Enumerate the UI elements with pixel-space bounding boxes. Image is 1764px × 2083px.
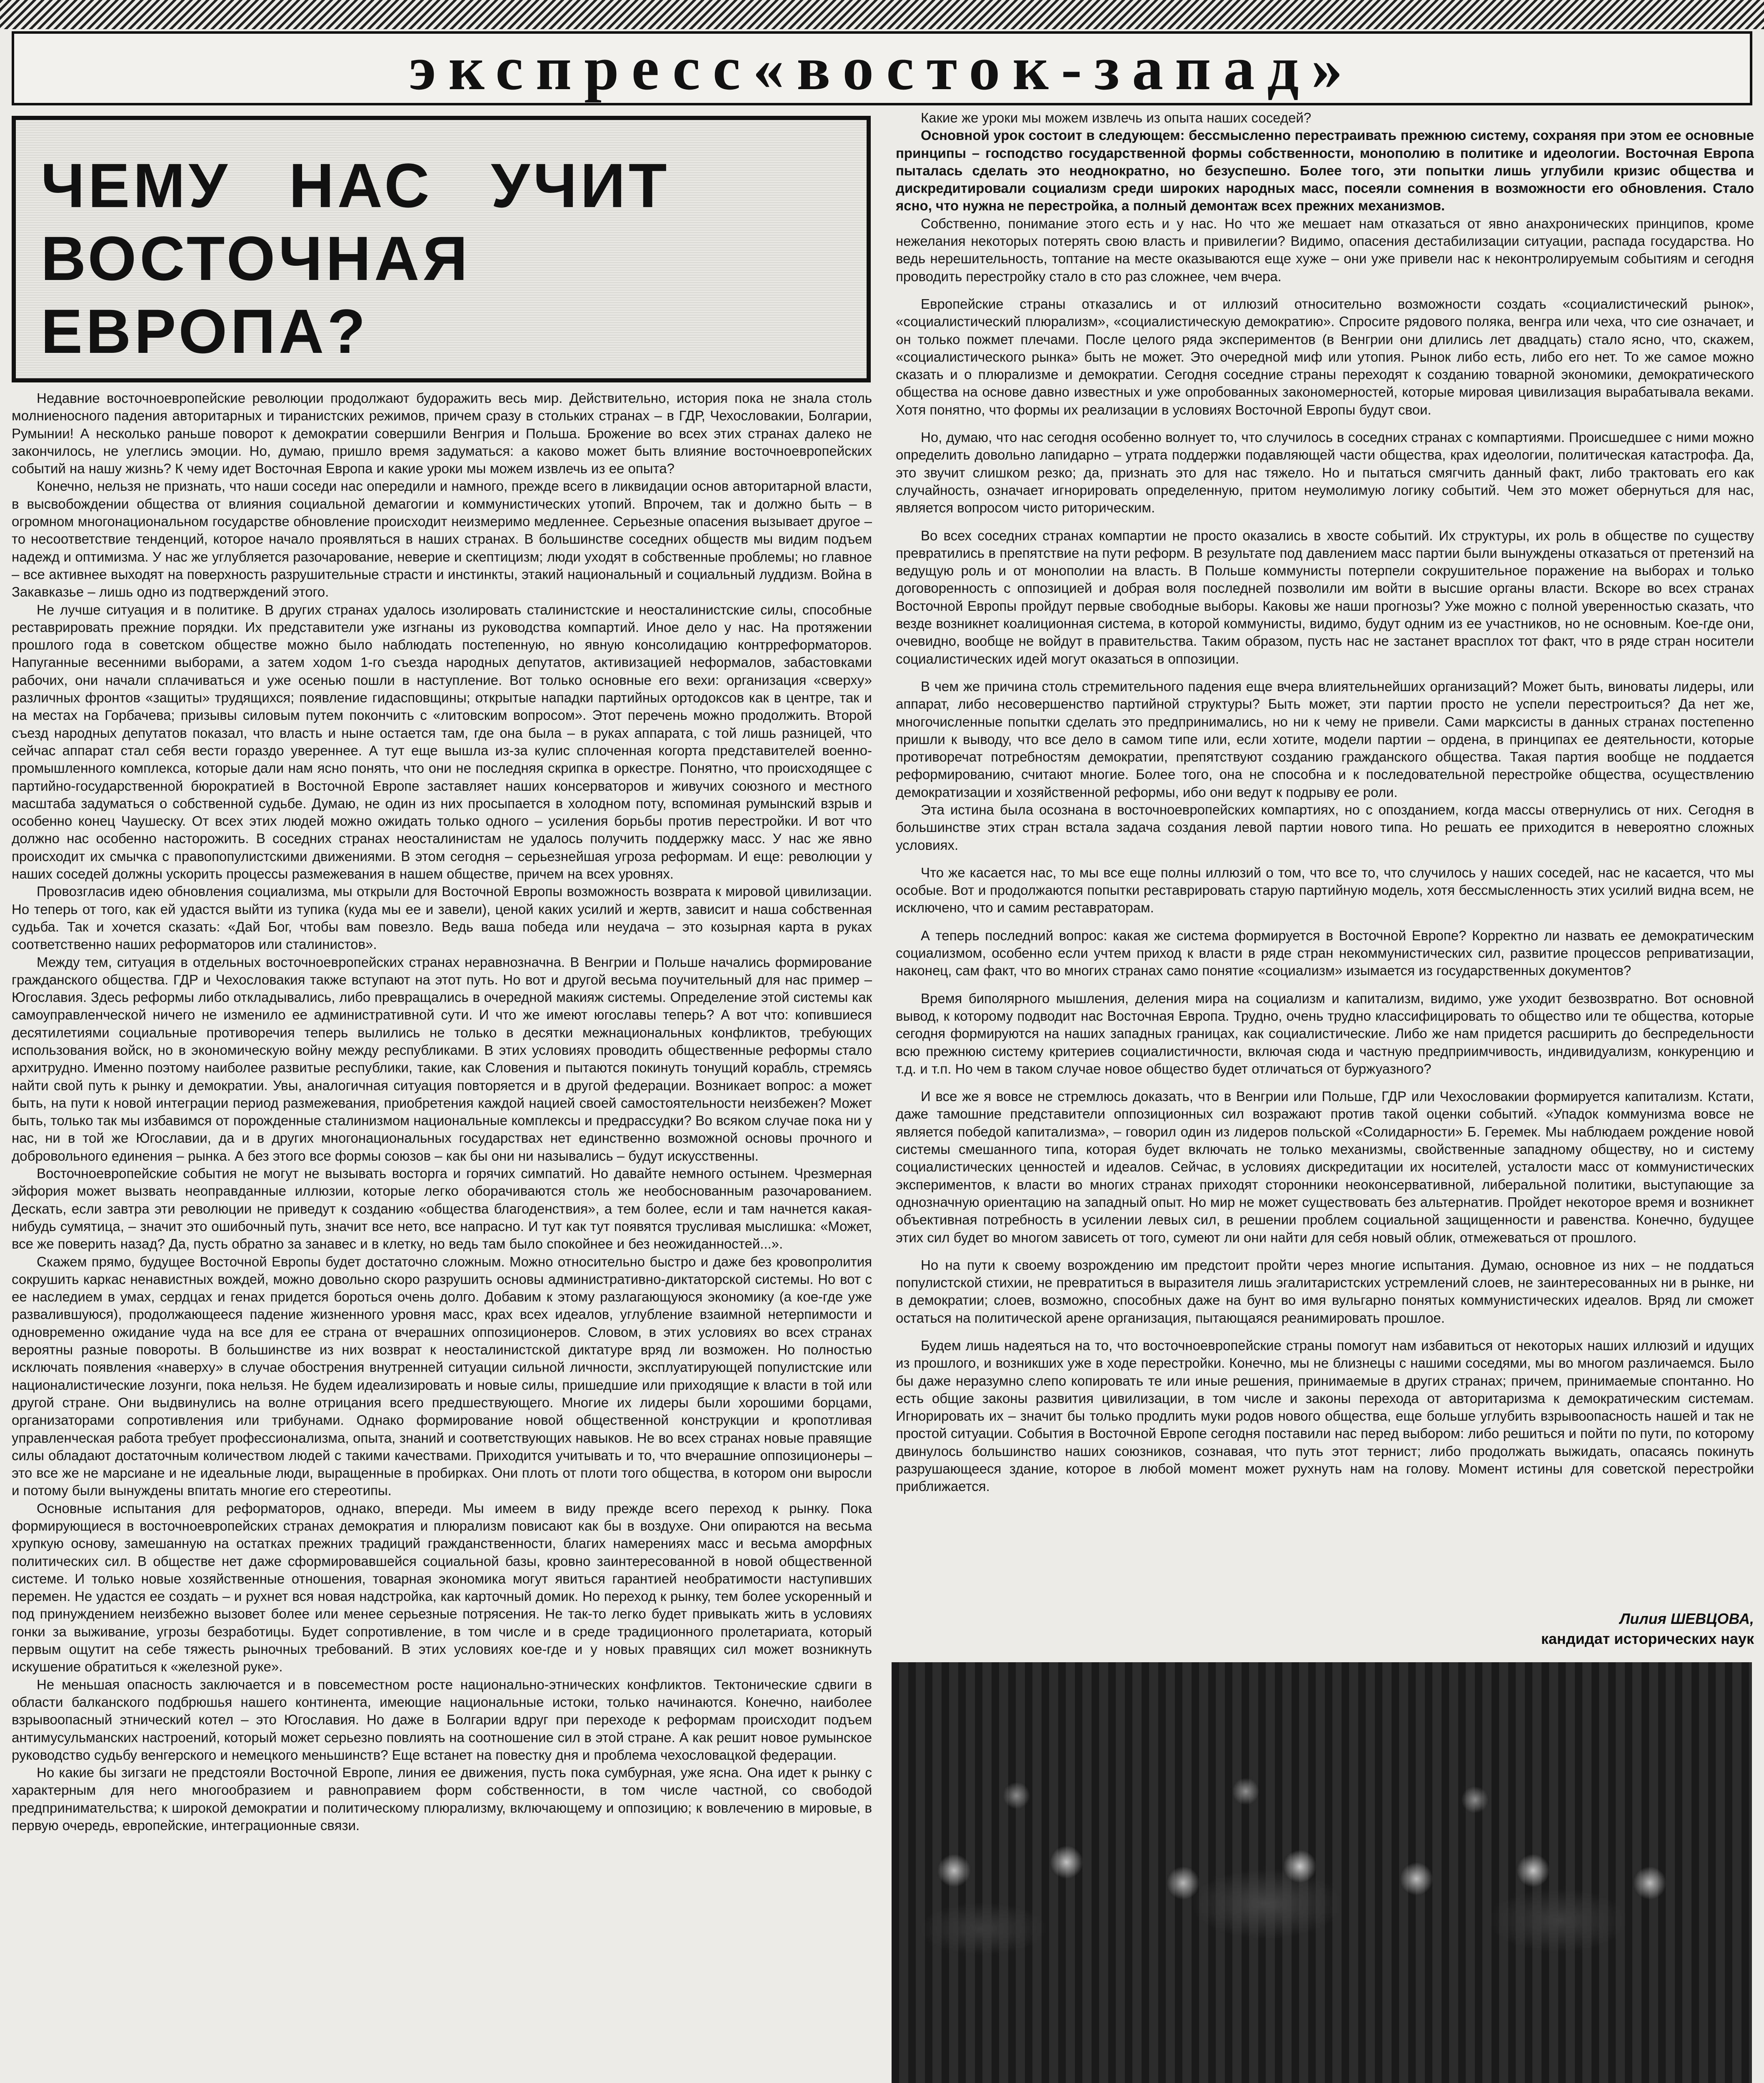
right-paragraph: Собственно, понимание этого есть и у нас. Но что же мешает нам отказаться от явно анахронических принципов, кроме нежелания некоторых потерять свою власть и привилегии? Видимо, опасения дестабилизации ситуации, распада государства. Но ведь нерешительность, топтание на месте оказываются еще хуже – они уже привели нас к неконтролируемым событиям и сегодня проводить перестройку стало в сто раз сложнее, чем вчера. bbox=[896, 215, 1754, 284]
left-paragraph: Недавние восточноевропейские революции продолжают будоражить весь мир. Действительно, история пока не знала столь молниеносного падения авторитарных и тиранистских режимов, причем сразу в стольких странах – в ГДР, Чехословакии, Болгарии, Румынии! А несколько раньше поворот к демократии совершили Венгрия и Польша. Брожение во всех этих странах далеко не закончилось, не улеглись эмоции. Но, думаю, пришло время задуматься: а каково может быть влияние восточноевропейских событий на нашу жизнь? К чему идет Восточная Европа и какие уроки мы можем извлечь из ее опыта? bbox=[12, 390, 872, 477]
right-paragraph: Эта истина была осознана в восточноевропейских компартиях, но с опозданием, когда массы отвернулись от них. Сегодня в большинстве этих стран встала задача создания левой партии нового типа. Но решать ее приходится в невероятно сложных условиях. bbox=[896, 802, 1754, 853]
tribune-photo bbox=[892, 1662, 1752, 2083]
section-banner bbox=[12, 31, 1752, 105]
crowd-figures bbox=[892, 1746, 1752, 2037]
article-title-line-2: ВОСТОЧНАЯ ЕВРОПА? bbox=[41, 223, 471, 366]
left-paragraph: Но какие бы зигзаги не предстояли Восточной Европе, линия ее движения, пусть пока сумбурная, уже ясна. Она идет к рынку с характерным для него многообразием и равноправием форм собственности, в том числе частной, со свободой предпринимательства; к широкой демократии и политическому плюрализму, включающему и оппозицию; к вовлечению в мировые, в первую очередь, европейские, интеграционные связи. bbox=[12, 1765, 872, 1833]
left-paragraph: Не лучше ситуация и в политике. В других странах удалось изолировать сталинистские и неосталинистские силы, способные реставрировать прежние порядки. Их представители уже изгнаны из руководства компартий. Иное дело у нас. На протяжении прошлого года в советском обществе можно было наблюдать постепенную, но явную консолидацию контрреформаторов. Напуганные весенними выборами, а затем ходом 1-го съезда народных депутатов, активизацией неформалов, забастовками рабочих, они начали сплачиваться и уже осенью пошли в наступление. Вот только основные его вехи: организация «сверху» различных фронтов «защиты» трудящихся; появление гидасповщины; открытые нападки партийных ортодоксов как в центре, так и на местах на Горбачева; призывы силовым путем покончить с «литовским вопросом». Этот перечень можно продолжить. Второй съезд народных депутатов показал, что власть и ныне остается там, где она была – в руках аппарата, с той лишь разницей, что сейчас аппарат стал себя вести гораздо увереннее. А тут еще вышла из-за кулис сплоченная когорта представителей военно-промышленного комплекса, которые дали нам ясно понять, что они не последняя скрипка в оркестре. Понятно, что происходящее с партийно-государственной бюрократией в Восточной Европе заставляет наших консерваторов и живучих союзного и местного масштаба задуматься о собственной судьбе. Думаю, не один из них просыпается в холодном поту, вспоминая румынский взрыв и особенно конец Чаушеску. От всех этих людей можно ожидать только одного – усиления борьбы против перестройки. И вот что должно нас особенно насторожить. В соседних странах неосталинистам не удалось получить поддержку масс. У нас же явно происходит их смычка с правопопулистскими движениями. В этом сегодня – серьезнейшая угроза реформам. И еще: революции у наших соседей должны ускорить процессы размежевания в нашем обществе, причем на всех уровнях. bbox=[12, 602, 872, 882]
article-right-column bbox=[896, 109, 1754, 1705]
section-title: экспресс«восток-запад» bbox=[409, 34, 1355, 103]
right-paragraph: Какие же уроки мы можем извлечь из опыта наших соседей? bbox=[921, 110, 1312, 125]
right-paragraph: Европейские страны отказались и от иллюзий относительно возможности создать «социалистический рынок», «социалистический плюрализм», «социалистическую демократию». Спросите рядового поляка, венгра или чеха, что сие означает, и он только пожмет плечами. После целого ряда экспериментов (в Венгрии они длились лет двадцать) стало ясно, что, скажем, «социалистического рынка» быть не может. Это очередной миф или утопия. Рынок либо есть, либо его нет. То же самое можно сказать и о плюрализме и демократии. Сегодня соседние страны переходят к созданию товарной экономики, демократического общества на основе давно известных и уже опробованных закономерностей, которые мировая цивилизация вырабатывала веками. Хотя понятно, что формы их реализации в условиях Восточной Европы будут свои. bbox=[896, 296, 1754, 417]
article-left-column bbox=[12, 390, 872, 2083]
article-title-box bbox=[12, 116, 871, 382]
left-paragraph: Между тем, ситуация в отдельных восточноевропейских странах неравнозначна. В Венгрии и Польше начались формирование гражданского общества. ГДР и Чехословакия также вступают на этот путь. Но вот и другой весьма поучительный для нас пример – Югославия. Здесь реформы либо откладывались, либо превращались в очередной макияж системы. Определение этой системы как самоуправленческой ничего не изменило ее административной сути. И что же имеют югославы теперь? А вот что: копившиеся десятилетиями социальные противоречия теперь вылились не только в десятки межнациональных конфликтов, требующих использования войск, но в экономическую войну между республиками. В этих условиях проводить общественные реформы стало архитрудно. Именно поэтому наиболее развитые республики, такие, как Словения и пытаются покинуть тонущий корабль, стремясь найти свой путь к рынку и демократии. Увы, аналогичная ситуация повторяется и в другой федерации. Возникает вопрос: а может быть, на пути к новой интеграции период размежевания, приобретения каждой нацией своей самостоятельности неизбежен? Может быть, только так мы избавимся от порожденные сталинизмом национальные комплексы и предрассудки? Во всяком случае пока ни у нас, ни в той же Югославии, да и в других многонациональных государствах нет единственно возможной основы прочного и добровольного единения – рынка. А без этого все формы союзов – как бы они ни назывались – будут искусственны. bbox=[12, 954, 872, 1164]
right-paragraph: Но на пути к своему возрождению им предстоит пройти через многие испытания. Думаю, основное из них – не поддаться популистской стихии, не превратиться в выразителя лишь эгалитаристских устремлений слоев, не заинтересованных ни в рынке, ни в демократии; слоев, возможно, способных даже на бунт во имя вульгарно понятых коммунистических идеалов. Вряд ли сможет остаться на политической арене организация, пытающаяся реанимировать прошлое. bbox=[896, 1257, 1754, 1326]
right-paragraph: А теперь последний вопрос: какая же система формируется в Восточной Европе? Корректно ли назвать ее демократическим социализмом, особенно если учтем приход к власти в ряде стран некоммунистических сил, развитие процессов реприватизации, наконец, сам факт, что во многих странах само понятие «социализм» изымается из государственных документов? bbox=[896, 927, 1754, 979]
top-hatch-border bbox=[0, 0, 1764, 29]
left-paragraph: Восточноевропейские события не могут не вызывать восторга и горячих симпатий. Но давайте немного остынем. Чрезмерная эйфория может вызвать неоправданные иллюзии, которые легко оборачиваются столь же необоснованным разочарованием. Дескать, если завтра эти революции не приведут к созданию «общества благоденствия», а тем более, если и там начнется какая-нибудь сумятица, – значит это ошибочный путь, значит все нето, все напрасно. И тут как тут появятся трусливая мыслишка: «Может, все же поверить назад? Да, пусть обратно за занавес и в клетку, но ведь там было спокойнее и без неожиданностей...». bbox=[12, 1166, 872, 1252]
right-paragraph: Основной урок состоит в следующем: бессмысленно перестраивать прежнюю систему, сохраняя при этом ее основные принципы – господство государственной формы собственности, монополию в политике и идеологии. Восточная Европа пыталась сделать это неоднократно, но безуспешно. Более того, эти попытки лишь углубили кризис общества и дискредитировали социализм среди широких народных масс, посеяли сомнения в возможности его обновления. Стало ясно, что нужна не перестройка, а полный демонтаж всех прежних механизмов. bbox=[896, 127, 1754, 214]
right-paragraph: Что же касается нас, то мы все еще полны иллюзий о том, что все то, что случилось у наших соседей, нас не касается, что мы особые. Вот и продолжаются попытки реставрировать старую партийную модель, хотя бессмысленность этих усилий видна всем, не исключено, что и самим реставраторам. bbox=[896, 864, 1754, 916]
right-paragraph: Но, думаю, что нас сегодня особенно волнует то, что случилось в соседних странах с компартиями. Происшедшее с ними можно определить довольно лапидарно – утрата поддержки подавляющей части общества, крах идеологии, политическая катастрофа. Да, это звучит слишком резко; да, признать это для нас тяжело. Но и пытаться смягчить данный факт, либо трактовать его как случайность, означает игнорировать определенную, притом неумолимую логику событий. Чем это может обернуться для нас, является вопросом чисто риторическим. bbox=[896, 430, 1754, 516]
left-paragraph: Основные испытания для реформаторов, однако, впереди. Мы имеем в виду прежде всего переход к рынку. Пока формирующиеся в восточноевропейских странах демократия и плюрализм повисают как бы в воздухе. Они опираются на весьма хрупкую основу, замешанную на остатках прежних традиций гражданственности, благих намерениях масс и весьма аморфных политических сил. В обществе нет даже сформировавшейся социальной базы, кровно заинтересованной в новой общественной системе. И только новые хозяйственные отношения, товарная экономика могут явиться гарантией необратимости наступивших перемен. Не удастся ее создать – и рухнет вся новая надстройка, как карточный домик. Но переход к рынку, тем более ускоренный и под принуждением неизбежно вызовет более или менее серьезные потрясения. Не так-то легко будет привыкать жить в условиях гонки за выживание, угрозы безработицы. Будет сопротивление, в том числе и в среде традиционного пролетариата, который первым ощутит на себе тяжесть рыночных требований. В этих условиях кое-где и у новых правящих сил может возникнуть искушение обратиться к «железной руке». bbox=[12, 1500, 872, 1675]
right-paragraph: И все же я вовсе не стремлюсь доказать, что в Венгрии или Польше, ГДР или Чехословакии формируется капитализм. Кстати, даже тамошние представители оппозиционных сил возражают против такой оценки событий. «Упадок коммунизма вовсе не является победой капитализма», – говорил один из лидеров польской «Солидарности» Б. Геремек. Мы наблюдаем рождение новой системы смешанного типа, которая будет включать не только механизмы, свойственные западному обществу, но и систему социалистических ценностей и идеалов. Сейчас, в условиях дискредитации их носителей, усталости масс от коммунистических экспериментов, к власти во многих странах приходят сторонники неоконсервативной, либеральной политики, выступающие за однозначную ориентацию на западный опыт. Но мир не может существовать без альтернатив. Пройдет некоторое время и возникнет объективная потребность в усилении левых сил, в решении проблем социальной защищенности и равенства. Конечно, будущее этих сил будет во многом зависеть от того, сумеют ли они найти для себя новый облик, отмежеваться от прошлого. bbox=[896, 1089, 1754, 1245]
left-paragraph: Конечно, нельзя не признать, что наши соседи нас опередили и намного, прежде всего в ликвидации основ авторитарной власти, в высвобождении общества от влияния социальной демагогии и коммунистических утопий. Впрочем, так и должно быть – в огромном многонациональном государстве обновление происходит неизмеримо медленнее. Серьезные опасения вызывает другое – то несоответствие тенденций, которое начало проявляться в наших странах. В большинстве соседних обществ мы видим подъем надежд и оптимизма. У нас же углубляется разочарование, неверие и скептицизм; люди уходят в собственные проблемы; но главное – все активнее выходят на поверхность разрушительные страсти и инстинкты, этакий национальный и социальный луддизм. Война в Закавказье – лишь одно из подтверждений этого. bbox=[12, 478, 872, 600]
right-paragraph: Время биполярного мышления, деления мира на социализм и капитализм, видимо, уже уходит безвозвратно. Вот основной вывод, к которому подводит нас Восточная Европа. Трудно, очень трудно классифицировать то общество или те общества, которые сегодня формируются на наших западных границах, как социалистические. Либо же нам придется расширить до беспредельности всю прежнюю систему критериев социалистичности, включая сюда и частную предприимчивость, индивидуализм, конкуренцию и т.д. и т.п. Но чем в таком случае новое общество будет отличаться от буржуазного? bbox=[896, 990, 1754, 1076]
right-paragraph: Будем лишь надеяться на то, что восточноевропейские страны помогут нам избавиться от некоторых наших иллюзий и идущих из прошлого, и возникших уже в ходе перестройки. Конечно, мы не близнецы с нашими соседями, мы во многом различаемся. Было бы даже неразумно слепо копировать те или иные решения, принимаемые в других странах; причем, принимаемые спонтанно. Но есть общие законы развития цивилизации, в том числе и законы перехода от авторитаризма к демократическим системам. Игнорировать их – значит бы только продлить муки родов нового общества, еще больше углубить взрывоопасность нашей и так не простой ситуации. События в Восточной Европе сегодня поставили нас перед выбором: либо решиться и пойти по пути, по которому двинулось большинство наших союзников, сознавая, что путь этот тернист; либо продолжать выжидать, опасаясь покинуть разрушающееся здание, которое в любой момент может рухнуть нам на голову. Момент истины для советской перестройки приближается. bbox=[896, 1338, 1754, 1494]
left-paragraph: Не меньшая опасность заключается и в повсеместном росте национально-этнических конфликтов. Тектонические сдвиги в области балканского подбрюшья нашего континента, имеющие национальные истоки, только начинаются. Конечно, наиболее взрывоопасный этнический котел – это Югославия. Но даже в Болгарии вдруг при переходе к реформам происходит подъем антимусульманских настроений, который может серьезно повлиять на соотношение сил в этой стране. А как решит новое румынское руководство судьбу венгерского и немецкого меньшинств? Еще встанет на повестку дня и проблема чехословацкой федерации. bbox=[12, 1676, 872, 1763]
author-signature bbox=[896, 1609, 1754, 1649]
author-title: кандидат исторических наук bbox=[1541, 1630, 1754, 1647]
left-paragraph: Скажем прямо, будущее Восточной Европы будет достаточно сложным. Можно относительно быстро и даже без кровопролития сокрушить каркас ненавистных вождей, можно довольно скоро разрушить основы административно-диктаторской системы. Но вот с ее наследием в умах, сердцах и генах придется бороться очень долго. Добавим к этому разлагающуюся экономику (а кое-где уже развалившуюся), продолжающееся падение жизненного уровня масс, крах всех идеалов, углубление взаимной нетерпимости и одновременно ожидание чуда на все для ее страна от вчерашних оппозиционеров. Словом, в этих условиях во всех странах вероятны разные повороты. В большинстве из них возврат к неосталинистской диктатуре вряд ли возможен. Но полностью исключать появления «наверху» в случае обострения внутренней ситуации сильной личности, эксплуатирующей популистские или националистические лозунги, пока нельзя. Не будем идеализировать и новые силы, пришедшие или приходящие к власти в той или другой стране. Они выдвинулись на волне отрицания всего предшествующего. Многие их лидеры были хорошими борцами, организаторами сопротивления или трибунами. Однако формирование новой общественной конструкции и кропотливая управленческая работа требует профессионализма, опыта, знаний и соответствующих навыков. Не во всех странах новые правящие силы обладают достаточным количеством людей с такими качествами. Приходится учитывать и то, что вчерашние оппозиционеры – это все же не марсиане и не идеальные люди, выращенные в пробирках. Они плоть от плоти того общества, в котором они выросли и потому были вынуждены впитать многие его стереотипы. bbox=[12, 1254, 872, 1499]
right-paragraph: Во всех соседних странах компартии не просто оказались в хвосте событий. Их структуры, их роль в обществе по существу превратились в препятствие на пути реформ. В результате под давлением масс партии были вынуждены отказаться от претензий на ведущую роль и от монополии на власть. В Польше коммунисты потерпели сокрушительное поражение на выборах и только договоренность с оппозицией и добрая воля последней позволили им войти в высшие органы власти. Вскоре во всех странах Восточной Европы пройдут первые свободные выборы. Каковы же наши прогнозы? Уже можно с полной уверенностью сказать, что везде возникнет коалиционная система, в которой коммунисты, видимо, будут одним из ее участников, но не основным. Кое-где они, очевидно, вообще не войдут в правительства. Таким образом, пусть нас не застанет врасплох тот факт, что в ряде стран носители социалистических идей могут оказаться в оппозиции. bbox=[896, 527, 1754, 667]
article-title-line-1: ЧЕМУ НАС УЧИТ bbox=[41, 150, 670, 220]
author-name: Лилия ШЕВЦОВА, bbox=[1619, 1610, 1754, 1627]
right-paragraph: В чем же причина столь стремительного падения еще вчера влиятельнейших организаций? Может быть, виноваты лидеры, или аппарат, либо несовершенство партийной структуры? Быть может, эти партии просто не успели перестроиться? Да нет же, многочисленные попытки сделать это предпринимались, но ни к чему не привели. Сами марксисты в данных странах постепенно пришли к выводу, что все дело в самом типе или, если хотите, модели партии – ордена, в принципах ее деятельности, которые противоречат потребностям демократии, препятствуют созданию гражданского общества. Такая партия вообще не поддается реформированию, считают многие. Более того, она не способна и к последовательной перестройке общества, осуществлению демократизации и хозяйственной реформы, ибо они ведут к подрыву ее роли. bbox=[896, 678, 1754, 800]
left-paragraph: Провозгласив идею обновления социализма, мы открыли для Восточной Европы возможность возврата к мировой цивилизации. Но теперь от того, как ей удастся выйти из тупика (куда мы ее и завели), ценой каких усилий и жертв, зависит и наша собственная судьба. Так и хочется сказать: «Дай Бог, чтобы вам повезло. Ведь ваша победа или неудача – это козырная карта в руках соответственно наших реформаторов или сталинистов». bbox=[12, 884, 872, 952]
